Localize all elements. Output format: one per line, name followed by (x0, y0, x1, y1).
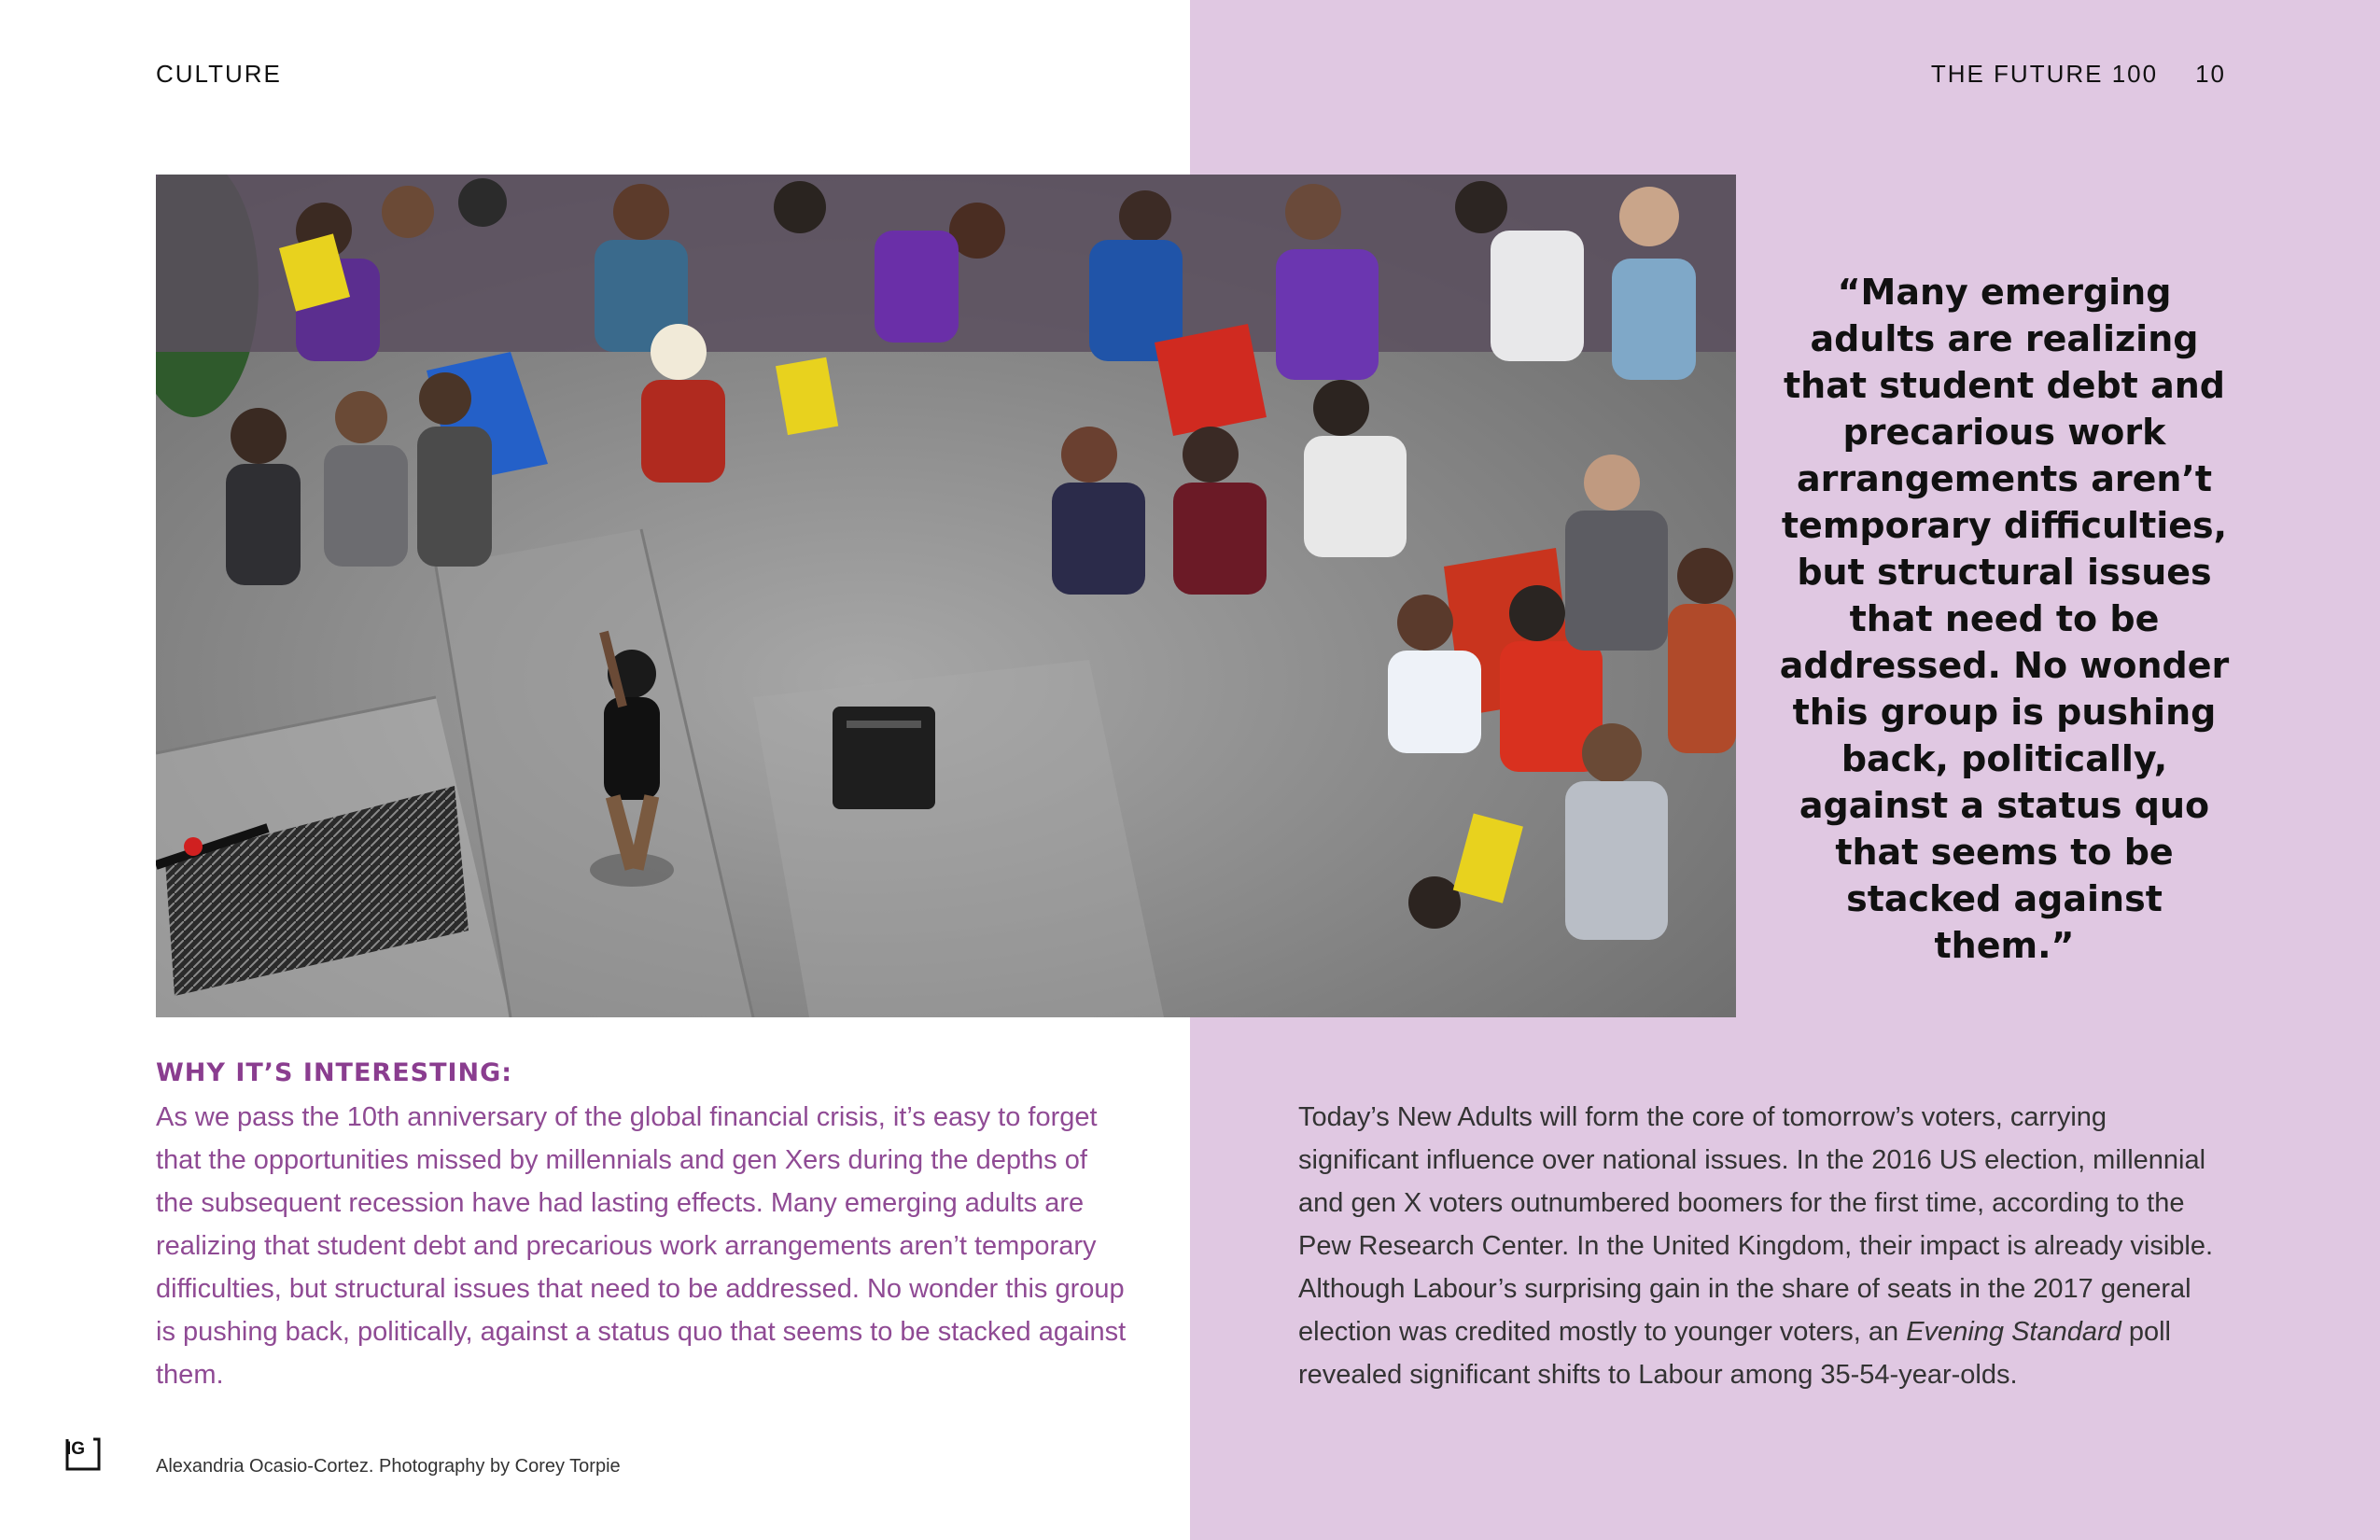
page-header (1931, 60, 2226, 89)
ig-logo-icon (65, 1434, 101, 1471)
page-number: 10 (2195, 60, 2226, 88)
right-body-text-1: Today’s New Adults will form the core of tomorrow’s voters, carrying significant influence over national issues. In the 2016 US election, millennial and gen X voters outnumbered boomers for the first time, according to the Pew Research Center. In the United Kingdom, their impact is already visible. Although Labour’s surprising gain in the share of seats in the 2017 general election was credited mostly to younger voters, an (1298, 1102, 2214, 1347)
why-interesting-body: As we pass the 10th anniversary of the global financial crisis, it’s easy to forget that the opportunities missed by millennials and gen Xers during the depths of the subsequent recession have had lasting effects. Many emerging adults are realizing that student debt and precarious work arrangements aren’t temporary difficulties, but structural issues that need to be addressed. No wonder this group is pushing back, politically, against a status quo that seems to be stacked against them. (156, 1102, 1127, 1390)
right-body-text-2: poll revealed significant shifts to Labour among 35-54-year-olds. (1298, 1317, 2171, 1390)
rally-photo (156, 175, 1736, 1017)
publication-name-italic: Evening Standard (1906, 1317, 2121, 1347)
photo-caption: Alexandria Ocasio-Cortez. Photography by Corey Torpie (156, 1456, 621, 1477)
pull-quote: “Many emerging adults are realizing that student debt and precarious work arrangements aren’t temporary difficulties, but structural issues that need to be addressed. No wonder this group is pushing back, politically, against a status quo that seems to be stacked against them.” (1779, 272, 2230, 966)
ig-logo-text: IG (66, 1439, 86, 1459)
right-column-body (1298, 1096, 2232, 1396)
why-interesting-heading: WHY IT’S INTERESTING: (156, 1058, 513, 1087)
section-label: CULTURE (156, 60, 282, 88)
publication-title: THE FUTURE 100 (1930, 60, 2159, 88)
